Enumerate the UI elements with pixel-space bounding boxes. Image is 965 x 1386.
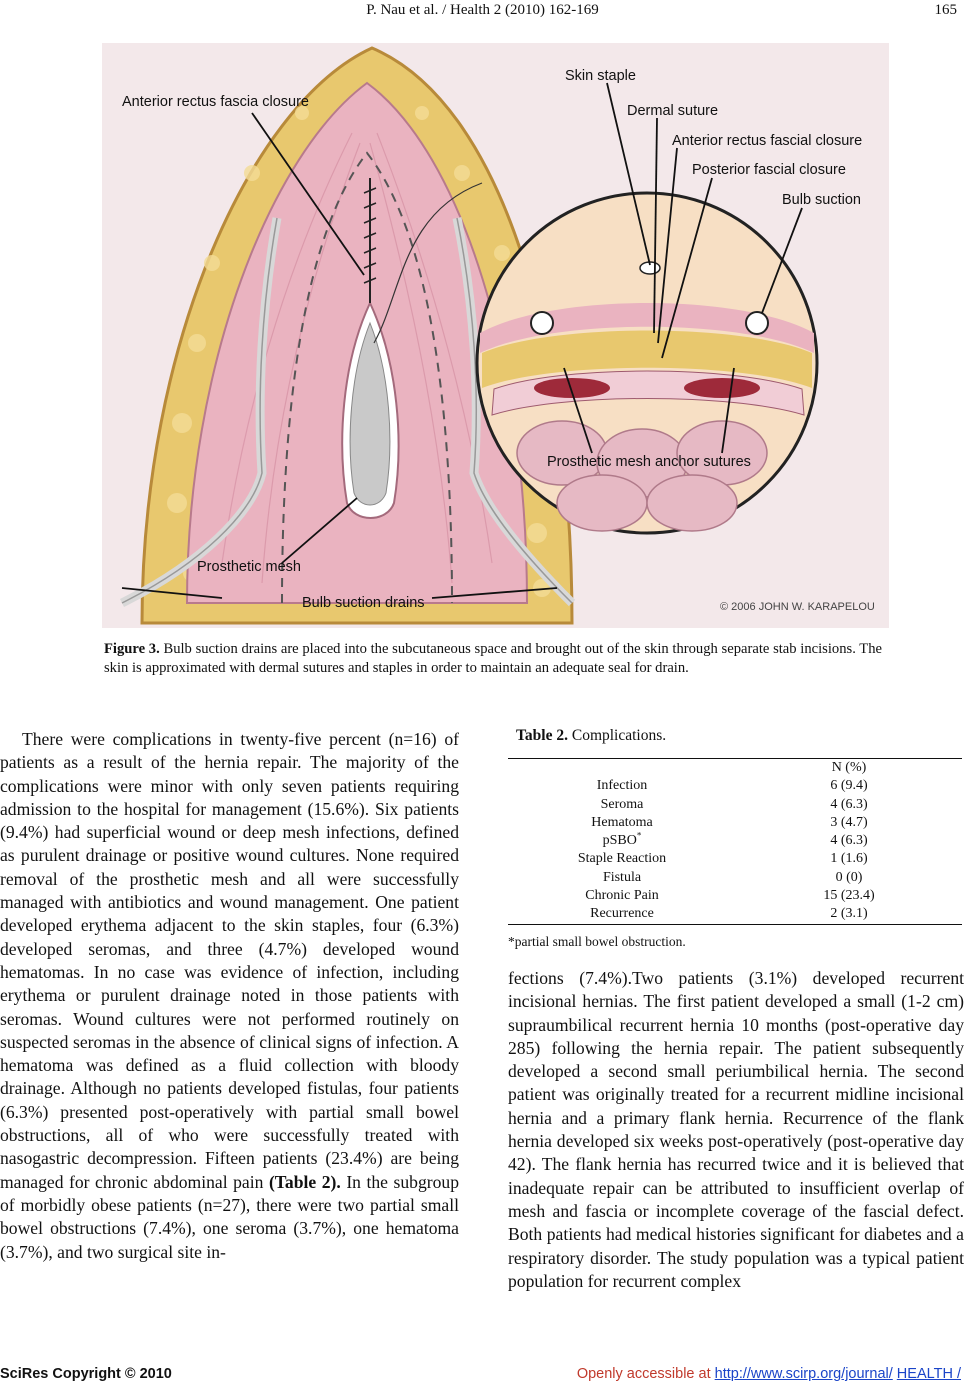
label-skin-staple: Skin staple <box>565 68 636 84</box>
table-reference: (Table 2). <box>268 1171 341 1192</box>
row-value: 15 (23.4) <box>823 888 875 904</box>
row-value: 6 (9.4) <box>830 778 868 794</box>
table-row <box>508 905 962 923</box>
footer-copyright: SciRes Copyright © 2010 <box>0 1366 172 1382</box>
table-row <box>508 832 962 850</box>
table-header-row <box>508 759 962 777</box>
row-name <box>508 832 736 850</box>
table-row <box>508 796 962 814</box>
journal-url-link[interactable]: http://www.scirp.org/journal/ <box>714 1366 893 1382</box>
row-name: Recurrence <box>590 906 654 922</box>
row-name-text: pSBO <box>602 833 637 849</box>
table-row <box>508 777 962 795</box>
label-dermal-suture: Dermal suture <box>627 103 719 119</box>
illustration-svg <box>102 43 889 628</box>
journal-name-link[interactable]: HEALTH / <box>896 1366 961 1382</box>
page-number: 165 <box>934 2 957 18</box>
table-label: Table 2. <box>516 727 568 744</box>
table-title-text: Complications. <box>567 727 667 744</box>
figure-caption <box>104 640 882 678</box>
footer-access-text: Openly accessible at <box>576 1366 715 1382</box>
left-text-part2: In the subgroup of morbidly obese patients (n=27), there were two partial small bowel obstructions (7.4%), one seroma (3.7%), one hematoma (3.7%), and two surgical site in- <box>0 1171 459 1262</box>
row-value: 4 (6.3) <box>830 833 868 849</box>
caption-label: Figure 3. <box>104 641 160 657</box>
label-posterior-fascial-closure: Posterior fascial closure <box>692 162 846 178</box>
table-footnote: *partial small bowel obstruction. <box>508 934 686 949</box>
footer-access <box>577 1366 961 1382</box>
table-row <box>508 850 962 868</box>
label-anterior-rectus-fascial-closure: Anterior rectus fascial closure <box>672 133 863 149</box>
row-value: 2 (3.1) <box>830 906 868 922</box>
row-name: Fistula <box>602 869 642 885</box>
page-footer <box>0 1366 965 1386</box>
label-prosthetic-mesh: Prosthetic mesh <box>197 559 301 575</box>
row-value: 4 (6.3) <box>830 796 868 812</box>
label-anterior-rectus-fascia-closure: Anterior rectus fascia closure <box>122 94 309 110</box>
row-name: Infection <box>596 778 648 794</box>
left-text-part1: There were complications in twenty-five percent (n=16) of patients as a result of the hernia repair. The majority of the complications were minor with only seven patients requiring admission to the hospital for management (15.6%). Six patients (9.4%) had superficial wound or deep mesh infections, defined as purulent drainage or positive wound cultures. None required removal of the prosthetic mesh and all were successfully managed with antibiotics and wound management. One patient developed erythema adjacent to the skin staples, four (6.3%) developed seromas, and three (4.7%) developed wound hematomas. In no case was evidence of infection, including erythema or purulent drainage noted in those patients with seromas. Wound cultures were not performed routinely on suspected seromas in the absence of clinical signs of infection. A hematoma was defined as a fluid collection with bloody drainage. Although no patients developed fistulas, four patients (6.3%) presented post-operatively with partial small bowel obstructions, all of who were successfully treated with nasogastric decompression. Fifteen patients (23.4%) are being managed for chronic abdominal pain <box>0 729 459 1192</box>
row-name: Hematoma <box>591 814 653 830</box>
table-row <box>508 869 962 887</box>
right-column-paragraph: fections (7.4%).Two patients (3.1%) developed recurrent incisional hernias. The first patient developed a small (1-2 cm) supraumbilical recurrent hernia 10 months (post-operative day 285) following the hernia repair. The patient subsequently developed a second small periumbilical hernia. The second patient was originally treated for a recurrent midline incisional hernia and a primary flank hernia. Recurrence of the flank hernia developed six weeks post-operatively (post-operative day 42). The flank hernia has recurred twice and it is believed that inadequate repair can be attributed to insufficient overlap of mesh and fascia or incomplete coverage of the fascial defect. Both patients had medical histories significant for diabetes and a respiratory disorder. The study population was a typical patient population for recurrent complex <box>508 968 964 1291</box>
table-row <box>508 814 962 832</box>
table-row <box>508 887 962 905</box>
surgical-illustration <box>102 43 889 628</box>
complications-table <box>508 758 962 925</box>
illustration-copyright: © 2006 JOHN W. KARAPELOU <box>720 601 875 613</box>
left-column-paragraph <box>0 728 459 1264</box>
label-prosthetic-mesh-anchor-sutures: Prosthetic mesh anchor sutures <box>547 454 751 470</box>
row-value: 3 (4.7) <box>830 814 868 830</box>
row-name: Chronic Pain <box>585 888 659 904</box>
row-value: 1 (1.6) <box>830 851 868 867</box>
label-bulb-suction: Bulb suction <box>782 192 861 208</box>
row-name: Seroma <box>600 796 644 812</box>
caption-text: Bulb suction drains are placed into the subcutaneous space and brought out of the skin through separate stab incisions. The skin is approximated with dermal sutures and staples in order to maintain an adequate seal for drain. <box>104 641 882 676</box>
label-bulb-suction-drains: Bulb suction drains <box>302 595 425 611</box>
running-header <box>0 2 965 24</box>
row-value: 0 (0) <box>835 869 863 885</box>
table-title <box>516 727 666 745</box>
table-header-n: N (%) <box>831 760 867 775</box>
running-title: P. Nau et al. / Health 2 (2010) 162-169 <box>366 2 599 18</box>
row-footnote-marker: * <box>636 830 642 841</box>
row-name: Staple Reaction <box>577 851 667 867</box>
